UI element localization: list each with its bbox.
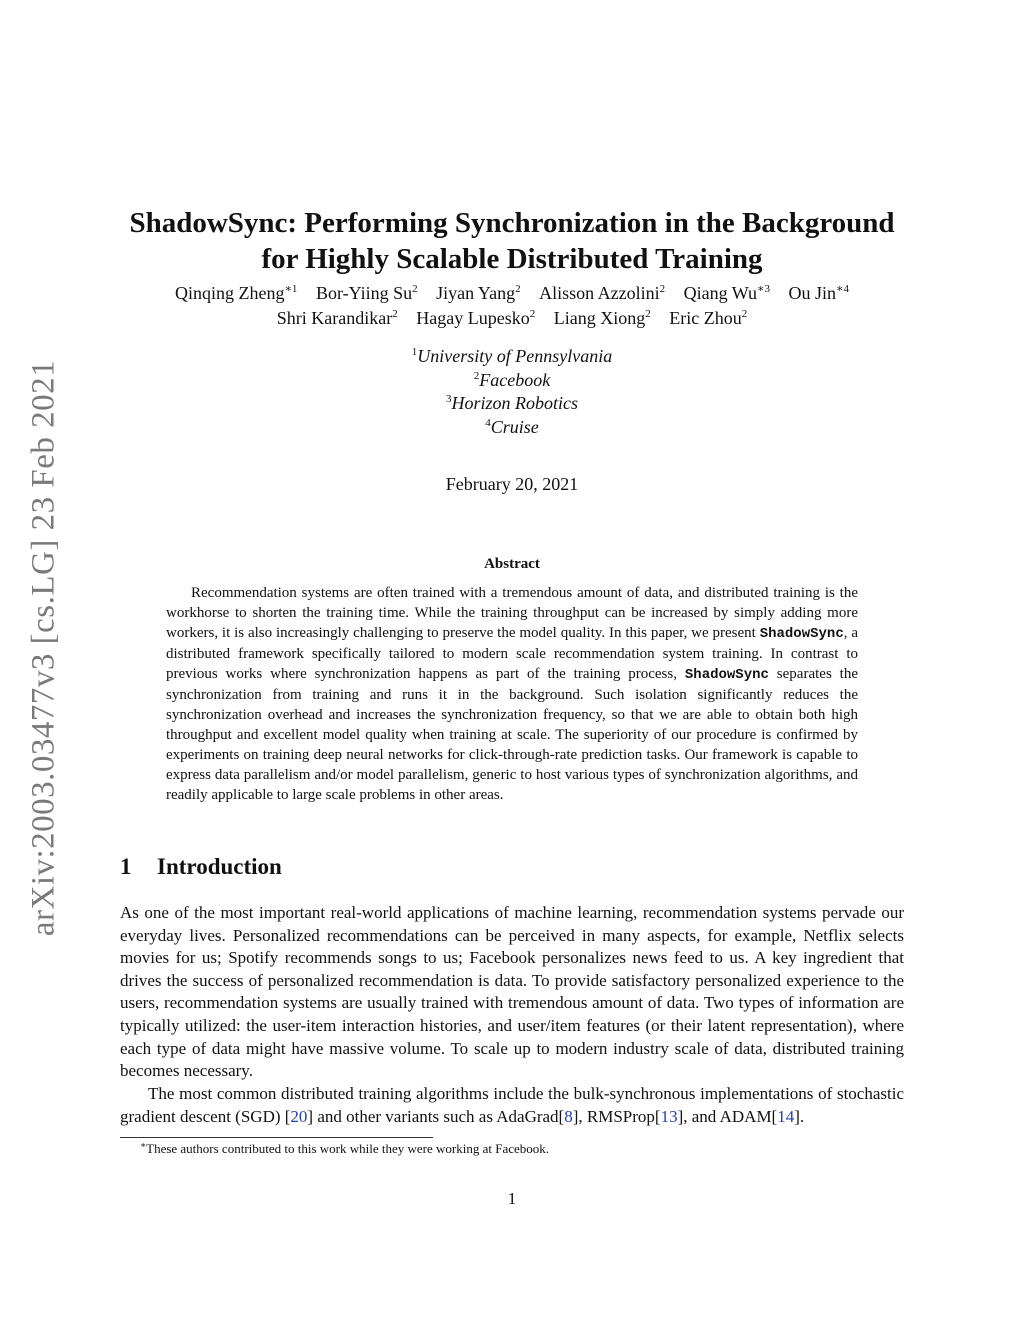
abstract-text: Recommendation systems are often trained with a tremendous amount of data, and distributed training is the workhorse to shorten the training time. While the training throughput can be increased by simply adding more workers, it is also increasingly challenging to preserve the model quality. In this paper, we present — [166, 585, 858, 641]
citation-link[interactable]: 13 — [660, 1106, 678, 1126]
intro-text: ]. — [794, 1106, 805, 1126]
author-affiliation-mark: 2 — [659, 283, 666, 295]
author-affiliation-mark: 2 — [645, 308, 651, 320]
affiliation-name: University of Pennsylvania — [417, 346, 613, 366]
affiliation-name: Cruise — [490, 416, 539, 437]
author-name: Hagay Lupesko — [416, 308, 530, 328]
affiliation-name: Horizon Robotics — [451, 393, 578, 413]
author-affiliation-mark: 2 — [529, 308, 536, 320]
author-affiliation-mark: 2 — [515, 283, 521, 295]
footnote-divider — [120, 1137, 433, 1138]
author-affiliation-mark: ∗3 — [757, 283, 771, 295]
footnote-mark: ∗ — [140, 1140, 147, 1150]
section-number: 1 — [120, 854, 132, 879]
affiliation — [0, 345, 1024, 369]
affiliation — [0, 369, 1024, 393]
author-affiliation-mark: 2 — [412, 283, 418, 295]
author — [416, 308, 535, 328]
intro-paragraph-2 — [120, 1083, 904, 1128]
author — [316, 283, 418, 303]
author-affiliation-mark: 2 — [741, 308, 748, 320]
affiliation-mark: 1 — [411, 346, 418, 358]
affiliation — [0, 392, 1024, 416]
citation-link[interactable]: 20 — [290, 1106, 308, 1126]
citation-link[interactable]: 8 — [564, 1106, 573, 1126]
abstract-text: , a distributed framework specifically tailored to modern scale recommendation system training. In contrast to previous works where synchronization happens as part of the training process, — [166, 625, 858, 682]
author-name: Shri Karandikar — [276, 308, 393, 328]
affiliation-name: Facebook — [479, 369, 551, 390]
author-affiliation-mark: 2 — [392, 308, 398, 320]
author-affiliation-mark: ∗1 — [284, 283, 298, 295]
intro-text: ], and ADAM[ — [677, 1106, 778, 1126]
arxiv-identifier-stamp: arXiv:2003.03477v3 [cs.LG] 23 Feb 2021 — [25, 359, 62, 937]
author-row-2 — [0, 306, 1024, 331]
author-name: Qiang Wu — [683, 283, 758, 303]
title-line-2: for Highly Scalable Distributed Training — [261, 243, 763, 276]
section-title: Introduction — [157, 854, 282, 879]
author-name: Ou Jin — [788, 283, 837, 303]
author-name: Eric Zhou — [669, 308, 742, 328]
affiliation-mark: 3 — [445, 393, 452, 405]
author-name: Jiyan Yang — [436, 283, 516, 303]
abstract-body — [166, 583, 858, 805]
author-list — [0, 281, 1024, 331]
author-affiliation-mark: ∗4 — [836, 283, 850, 295]
title-line-1: ShadowSync: Performing Synchronization in the Background — [129, 207, 895, 240]
author — [684, 283, 770, 303]
author-name: Bor-Yiing Su — [315, 283, 413, 303]
author-row-1 — [0, 281, 1024, 306]
intro-paragraph-1: As one of the most important real-world applications of machine learning, recommendation systems pervade our everyday lives. Personalized recommendations can be perceived in many aspects, for example, Netflix selects movies for us; Spotify recommends songs to us; Facebook personalizes news feed to us. A key ingredient that drives the success of personalized recommendation is data. To provide satisfactory personalized experience to the users, recommendation systems are usually trained with tremendous amount of data. Two types of information are typically utilized: the user-item interaction histories, and user/item features (or their latent representation), where each type of data might have massive volume. To scale up to modern industry scale of data, distributed training becomes necessary. — [120, 903, 904, 1081]
publication-date: February 20, 2021 — [445, 474, 579, 494]
intro-text: ] and other variants such as AdaGrad[ — [307, 1106, 565, 1126]
author — [539, 283, 665, 303]
footnote-text: These authors contributed to this work while they were working at Facebook. — [146, 1141, 550, 1156]
author — [789, 283, 850, 303]
author — [554, 308, 651, 328]
author-name: Liang Xiong — [553, 308, 646, 328]
affiliation — [0, 416, 1024, 440]
author — [669, 308, 747, 328]
author-name: Qinqing Zheng — [174, 283, 285, 303]
citation-link[interactable]: 14 — [777, 1106, 795, 1126]
section-heading — [120, 854, 282, 880]
framework-name: ShadowSync — [684, 667, 769, 683]
footnote — [140, 1141, 549, 1157]
intro-text: The most common distributed training algorithms include the bulk-synchronous implementations of stochastic gradient descent (SGD) [ — [120, 1084, 904, 1126]
abstract-heading: Abstract — [484, 556, 540, 572]
affiliation-mark: 4 — [485, 416, 491, 429]
paper-title — [0, 205, 1024, 277]
author — [277, 308, 398, 328]
page-number: 1 — [507, 1189, 517, 1208]
author — [436, 283, 521, 303]
affiliation-list — [0, 345, 1024, 439]
framework-name: ShadowSync — [759, 626, 844, 642]
author-name: Alisson Azzolini — [539, 283, 660, 303]
author — [175, 283, 297, 303]
abstract-text: separates the synchronization from training and runs it in the background. Such isolation significantly reduces the synchronization overhead and increases the synchronization frequency, so that we are able to obtain both high throughput and excellent model quality when training at scale. The superiority of our procedure is confirmed by experiments on training deep neural networks for click-through-rate prediction tasks. Our framework is capable to express data parallelism and/or model parallelism, generic to host various types of synchronization algorithms, and readily applicable to large scale problems in other areas. — [166, 666, 859, 803]
affiliation-mark: 2 — [473, 369, 480, 382]
intro-text: ], RMSProp[ — [572, 1106, 661, 1126]
